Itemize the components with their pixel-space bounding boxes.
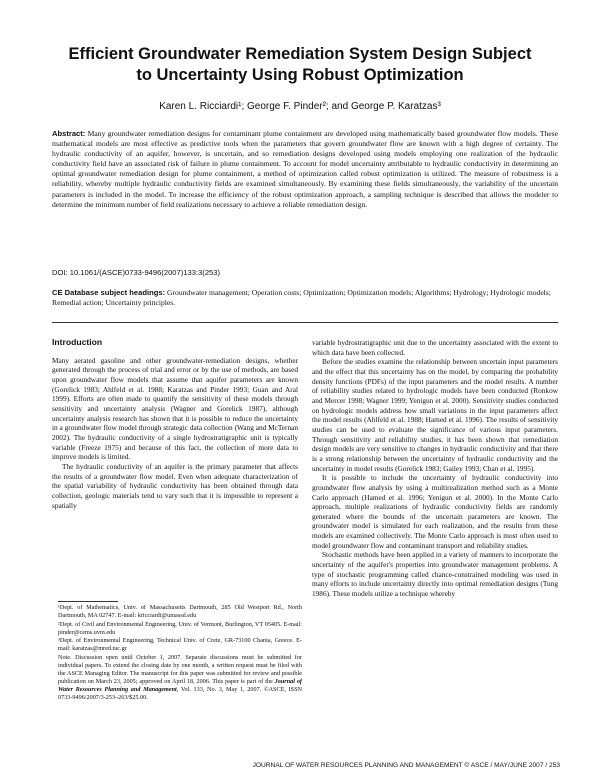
author-list: Karen L. Ricciardi¹; George F. Pinder²; and George P. Karatzas³ [159, 101, 441, 112]
right-paragraph-1: variable hydrostratigraphic unit due to the uncertainty associated with the extent to which data have been collected. [312, 338, 558, 357]
footnote-discussion-note [58, 654, 302, 702]
subject-headings-text: Groundwater management; Operation costs; Optimization; Optimization models; Algorithms; Hydrology; Hydrologic models; Remedial action; Uncertainty principles. [52, 288, 551, 308]
title-line-1: Efficient Groundwater Remediation System Design Subject [68, 45, 532, 63]
footnote-divider [58, 601, 118, 602]
abstract-text: Many groundwater remediation designs for contaminant plume containment are developed using mathematically based groundwater flow models. These mathematical models are most effective as predictive tools when the parameters that govern groundwater flow are known with a high degree of certainty. The hydraulic conductivity of an aquifer, however, is uncertain, and so remediation designs developed using models employing one realization of the hydraulic conductivity field have an associated risk of failure in plume containment. To account for model uncertainty attributable to hydraulic conductivity in determining an optimal groundwater remediation design for plume containment, a method of optimization called robust optimization is utilized. The measure of robustness is a reliability, whereby multiple hydraulic conductivity fields are examined simultaneously. By examining these fields simultaneously, the variability of the uncertain parameters is included in the model. To increase the efficiency of the robust optimization approach, a sampling technique is described that allows the modeler to determine the minimum number of field realizations necessary to achieve a reliable remediation design. [52, 129, 558, 209]
footnote-note-text: Note. Discussion open until October 1, 2007. Separate discussions must be submitted for individual papers. To extend the closing date by one month, a written request must be filed with the ASCE Managing Editor. The manuscript for this paper was submitted for review and possible publication on March 23, 2005; approved on April 18, 2006. This paper is part of the [58, 653, 302, 685]
footnote-affiliation-2: ²Dept. of Civil and Environmental Engineering, Univ. of Vermont, Burlington, VT 05405. E-mail: pinder@cems.uvm.edu [58, 620, 302, 636]
right-paragraph-4: Stochastic methods have been applied in a variety of manners to incorporate the uncertainty of the aquifer's properties into groundwater management problems. A type of stochastic programming called chance-constrained modeling was used in many efforts to include uncertainty directly into optimal remediation designs (Tung 1986). These models utilize a technique whereby [312, 550, 558, 599]
running-footer: JOURNAL OF WATER RESOURCES PLANNING AND MANAGEMENT © ASCE / MAY/JUNE 2007 / 253 [252, 762, 560, 769]
introduction-heading: Introduction [52, 337, 103, 347]
section-divider [52, 322, 558, 323]
paper-title [40, 44, 560, 86]
subject-headings-label: CE Database subject headings: [52, 288, 166, 297]
right-column [312, 338, 558, 599]
footnote-citation-tail: , Vol. 133, No. 3, May 1, 2007. ©ASCE, ISSN 0733-9496/2007/3-253–263/$25.00. [58, 685, 302, 701]
title-line-2: to Uncertainty Using Robust Optimization [136, 66, 464, 84]
intro-paragraph-2: The hydraulic conductivity of an aquifer is the primary parameter that affects the results of a groundwater flow model. Even when adequate characterization of the spatial variability of hydraulic conductivity has been obtained through data collection, geologic materials tend to vary such that it is impossible to represent a spatially [52, 461, 298, 510]
doi-line: DOI: 10.1061/(ASCE)0733-9496(2007)133:3(253) [52, 268, 221, 277]
left-column [52, 338, 298, 510]
abstract-label: Abstract: [52, 129, 86, 138]
footnote-journal-name: Journal of Water Resources Planning and Management [58, 677, 302, 693]
intro-paragraph-1: Many aerated gasoline and other groundwater-remediation designs, whether generated through the process of trial and error or by the use of methods, are based upon groundwater flow models that assume that aquifer parameters are known (Gorelick 1983; Ahlfeld et al. 1988; Karatzas and Pinder 1993; Guan and Aral 1999). Efforts are often made to quantify the sensitivity of these models through sensitivity and uncertainty analysis (Wagner and Gorelick 1987), although uncertainty analysis research has shown that it is possible to reduce the uncertainty in a groundwater flow model through strategic data collection (Wang and McTernan 2002). The hydraulic conductivity of a single hydrostratigraphic unit is typically variable (Freeze 1975) and because of this fact, the collection of more data to improve models is limited. [52, 355, 298, 462]
abstract-block [52, 129, 558, 210]
footnote-affiliation-1: ¹Dept. of Mathematics, Univ. of Massachusetts Dartmouth, 285 Old Westport Rd., North Dartmouth, MA 02747. E-mail: kricciardi@umassd.edu [58, 604, 302, 619]
right-paragraph-2: Before the studies examine the relationship between uncertain input parameters and the effect that this uncertainty has on the model, by comparing the probability density functions (PDFs) of the input parameters and the model results. A number of reliability studies related to hydrologic models have been conducted (Ronkow and Mercer 1998; Wagner 1999; Yenigun et al. 2000). Sensitivity studies conducted on hydrologic models address how small variations in the input parameters affect the model results (Ahlfeld et al. 1988; Hamed et al. 1996). The results of sensitivity studies can be used to evaluate the significance of various input parameters. Through sensitivity and reliability studies, it has been shown that remediation design models are very sensitive to changes in hydraulic conductivity and that there is a strong relationship between the uncertainty of hydraulic conductivity and the uncertainty in model results (Gorelick 1983; Gailey 1993; Chan et al. 1995). [312, 357, 558, 473]
subject-headings [52, 288, 558, 308]
right-paragraph-3: It is possible to include the uncertainty of hydraulic conductivity into groundwater flow analysis by using a multirealization method such as a Monte Carlo approach (Hamed et al. 1996; Yenigun et al. 2000). In the Monte Carlo approach, multiple realizations of hydraulic conductivity fields are randomly generated where the bounds of the uncertain parameters are known. The groundwater model is simulated for each realization, and the results from these models are examined collectively. The Monte Carlo approach is most often used to model groundwater flow and contaminant transport and reliability studies. [312, 473, 558, 550]
footnote-affiliation-3: ³Dept. of Environmental Engineering, Technical Univ. of Crete, GR-73100 Chania, Greece. E-mail: karatzas@mred.tuc.gr [58, 637, 302, 652]
footnotes [58, 604, 302, 702]
